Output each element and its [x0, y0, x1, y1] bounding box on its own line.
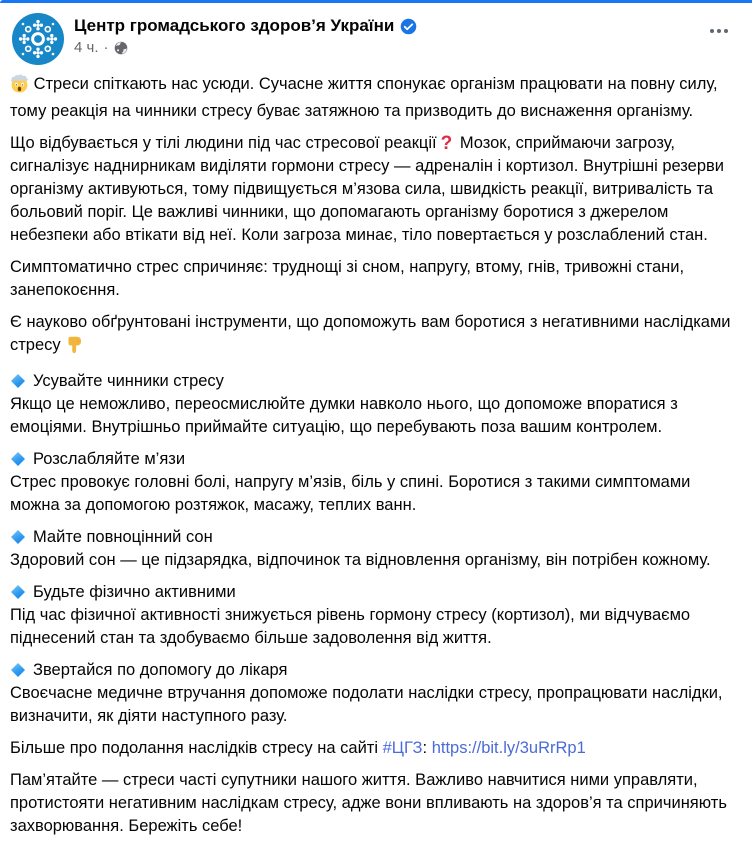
more-dot: [717, 29, 721, 33]
post-meta: [74, 39, 417, 56]
section-text: Під час фізичної активності знижується рівень гормону стресу (кортизол), ми відчуваємо піднесений стан та здобуваємо більше задоволення від життя.: [10, 606, 691, 647]
more-dot: [724, 29, 728, 33]
post-paragraph: Стреси спіткають нас усюди. Сучасне життя спонукає організм працювати на повну силу, тому реакція на чинники стресу буває затяжною та призводить до виснаження організму.: [10, 75, 718, 120]
section-text: Здоровий сон — це підзарядка, відпочинок та відновлення організму, він потрібен кожному.: [10, 551, 711, 569]
post-section: [10, 448, 740, 517]
small-blue-diamond-emoji: [11, 663, 25, 677]
meta-separator: ·: [103, 39, 109, 56]
small-blue-diamond-emoji: [11, 530, 25, 544]
post-paragraph: Більше про подолання наслідків стресу на сайті #ЦГЗ: https://bit.ly/3uRrRp1: [10, 739, 586, 757]
section-title: Розслабляйте м’язи: [33, 450, 186, 468]
page-avatar[interactable]: [12, 13, 64, 65]
section-title: Будьте фізично активними: [33, 583, 236, 601]
post-section: [10, 526, 740, 572]
section-title: Звертайся по допомогу до лікаря: [33, 661, 288, 679]
red-question-mark-emoji: ?: [440, 133, 453, 154]
section-text: Своєчасне медичне втручання допоможе подолати наслідки стресу, пропрацювати наслідки, визначити, як діяти наступного разу.: [10, 684, 723, 725]
post-content: [0, 69, 752, 848]
pointing-down-hand-emoji: [65, 336, 83, 361]
post-section: [10, 659, 740, 728]
small-blue-diamond-emoji: [11, 452, 25, 466]
section-title-line: [10, 581, 740, 604]
section-title-line: [10, 659, 740, 682]
post-paragraph: Що відбувається у тілі людини під час стресової реакції ? Мозок, сприймаючи загрозу, сигналізує наднирникам виділяти гормони стресу — адреналін і кортизол. Внутрішні резерви організму активуються, тому підвищується м’язова сила, швидкість реакції, витривалість та больовий поріг. Це важливі чинники, що допомагають організму боротися з джерелом небезпеки або втікати від неї. Коли загроза минає, тіло повертається у розслаблений стан.: [10, 133, 725, 244]
verified-badge-icon: [400, 18, 417, 35]
section-title: Усувайте чинники стресу: [33, 372, 224, 390]
small-blue-diamond-emoji: [11, 374, 25, 388]
section-text: Якщо це неможливо, переосмислюйте думки навколо нього, що допоможе впоратися з емоціями. Внутрішньо приймайте ситуацію, що перебувають поза вашим контролем.: [10, 395, 678, 436]
post-section: [10, 370, 740, 439]
small-blue-diamond-emoji: [11, 585, 25, 599]
exploding-head-emoji: [10, 74, 29, 100]
post-paragraph: Симптоматично стрес спричиняє: труднощі зі сном, напругу, втому, гнів, тривожні стани, занепокоєння.: [10, 258, 685, 299]
post-header: [0, 3, 752, 69]
more-options-button[interactable]: [702, 13, 736, 49]
section-title-line: [10, 526, 740, 549]
section-title: Майте повноцінний сон: [33, 528, 213, 546]
post-paragraph: Є науково обґрунтовані інструменти, що допоможуть вам боротися з негативними наслідками стресу: [10, 311, 740, 361]
section-title-line: [10, 448, 740, 471]
page-name[interactable]: Центр громадського здоров’я України: [74, 16, 395, 35]
phc-ukraine-logo-icon: [12, 13, 64, 65]
hashtag-link[interactable]: #ЦГЗ: [382, 739, 423, 757]
globe-privacy-icon: [114, 41, 128, 55]
post-timestamp[interactable]: 4 ч.: [74, 39, 99, 56]
header-info: [74, 13, 417, 56]
section-title-line: [10, 370, 740, 393]
more-dot: [710, 29, 714, 33]
url-link[interactable]: https://bit.ly/3uRrRp1: [431, 739, 586, 757]
post-paragraph: Пам’ятайте — стреси часті супутники нашого життя. Важливо навчитися ними управляти, протистояти негативним наслідкам стресу, адже вони впливають на здоров’я та спричиняють захворювання. Бережіть себе!: [10, 771, 727, 835]
section-text: Стрес провокує головні болі, напругу м’язів, біль у спині. Боротися з такими симптомами можна за допомогою розтяжок, масажу, теплих ванн.: [10, 473, 691, 514]
post-section: [10, 581, 740, 650]
